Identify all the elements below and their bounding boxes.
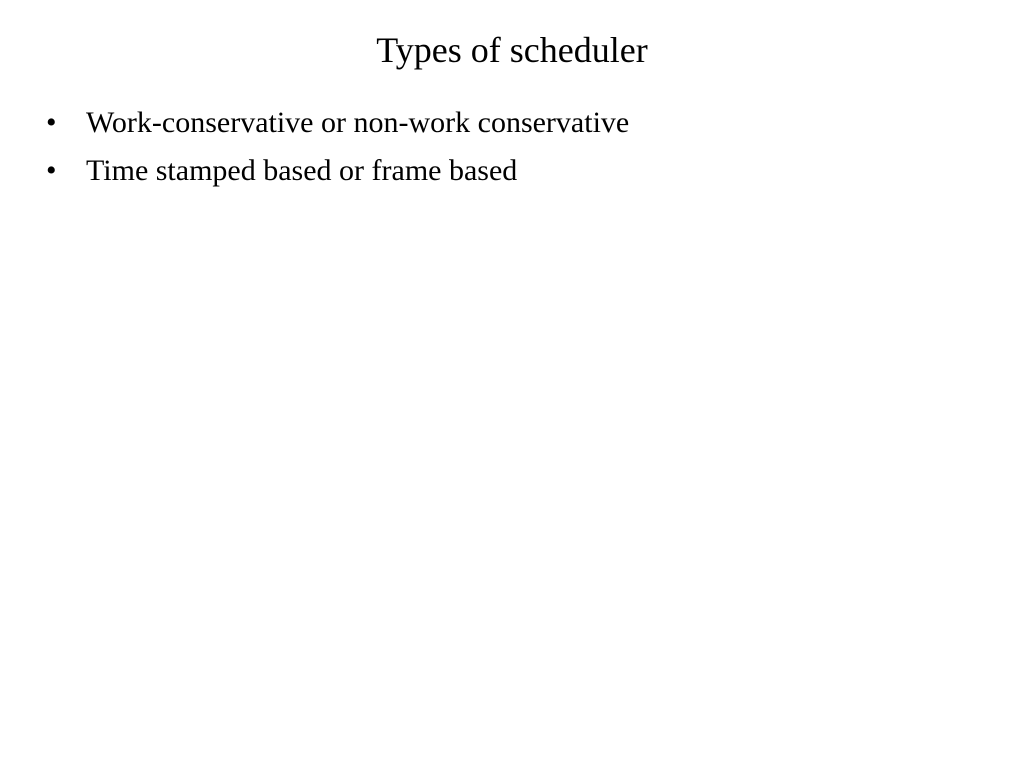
bullet-text: Time stamped based or frame based bbox=[86, 154, 518, 187]
bullet-text: Work-conservative or non-work conservative bbox=[86, 106, 630, 139]
bullet-icon: • bbox=[46, 106, 57, 139]
slide-title: Types of scheduler bbox=[376, 30, 648, 70]
bullet-item bbox=[40, 151, 629, 191]
bullet-item bbox=[40, 103, 629, 143]
bullet-list bbox=[40, 103, 629, 199]
bullet-icon: • bbox=[46, 154, 57, 187]
